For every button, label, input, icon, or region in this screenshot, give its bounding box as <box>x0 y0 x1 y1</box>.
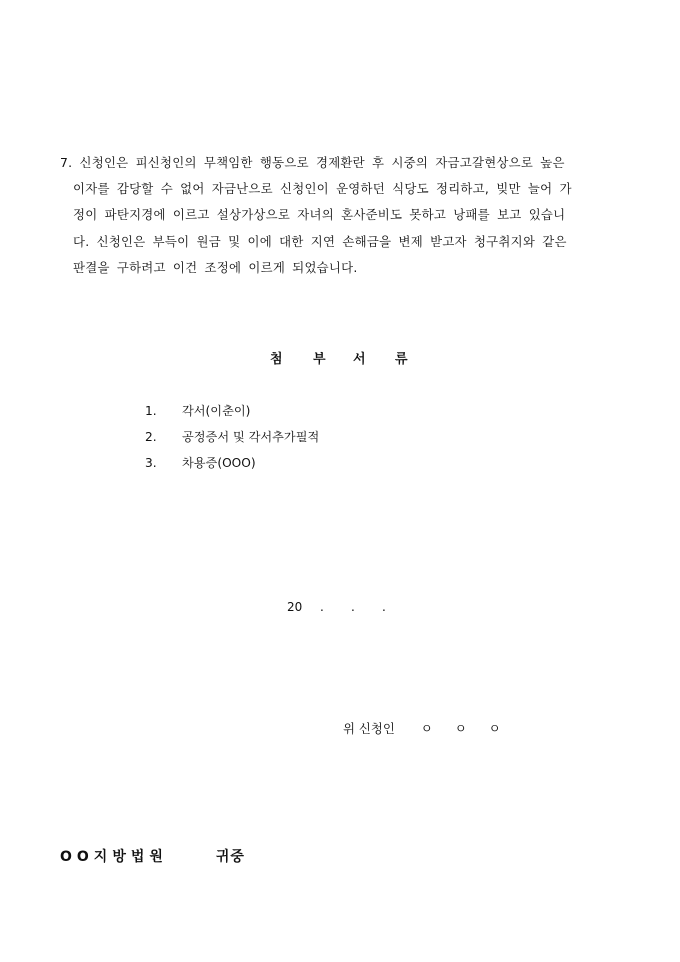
paragraph-line: 7. 신청인은 피신청인의 무책임한 행동으로 경제환란 후 시중의 자금고갈현상으로 높은 <box>60 155 565 170</box>
item-text: 각서(이춘이) <box>182 404 251 418</box>
list-item <box>145 398 319 424</box>
paragraph-line: 판결을 구하려고 이건 조정에 이르게 되었습니다. <box>73 259 358 275</box>
applicant-label: 위 신청인 <box>343 721 395 736</box>
date-separator: . <box>382 600 386 614</box>
item-text: 차용증(OOO) <box>182 456 256 470</box>
name-mark: ㅇ <box>488 721 501 736</box>
name-mark: ㅇ <box>454 721 467 736</box>
paragraph-line: 이자를 감당할 수 없어 자금난으로 신청인이 운영하던 식당도 정리하고, 빚만 늘어 가 <box>73 181 572 197</box>
item-number: 3. <box>145 456 157 470</box>
list-item <box>145 424 319 450</box>
date-separator: . <box>351 600 355 614</box>
court-name: OO지방법원 <box>60 849 168 865</box>
attachments-list <box>145 398 319 476</box>
heading-char: 첨 <box>270 352 283 367</box>
heading-char: 서 <box>353 352 366 367</box>
petition-reason-paragraph <box>60 150 625 281</box>
heading-char: 류 <box>395 352 408 367</box>
date-line <box>287 598 386 616</box>
court-addressee <box>60 846 245 868</box>
recipient-honorific: 귀중 <box>215 849 245 865</box>
item-number: 2. <box>145 430 157 444</box>
name-mark: ㅇ <box>420 721 433 736</box>
paragraph-line: 정이 파탄지경에 이르고 설상가상으로 자녀의 혼사준비도 못하고 낭패를 보고 있습니 <box>73 207 566 223</box>
paragraph-line: 다. 신청인은 부득이 원금 및 이에 대한 지연 손해금을 변제 받고자 청구취지와 같은 <box>73 233 567 249</box>
list-item <box>145 450 319 476</box>
item-text: 공정증서 및 각서추가필적 <box>182 430 320 444</box>
applicant-signature-line <box>343 719 501 739</box>
date-year: 20 <box>287 600 303 614</box>
item-number: 1. <box>145 404 157 418</box>
date-separator: . <box>320 600 324 614</box>
heading-char: 부 <box>313 352 326 367</box>
